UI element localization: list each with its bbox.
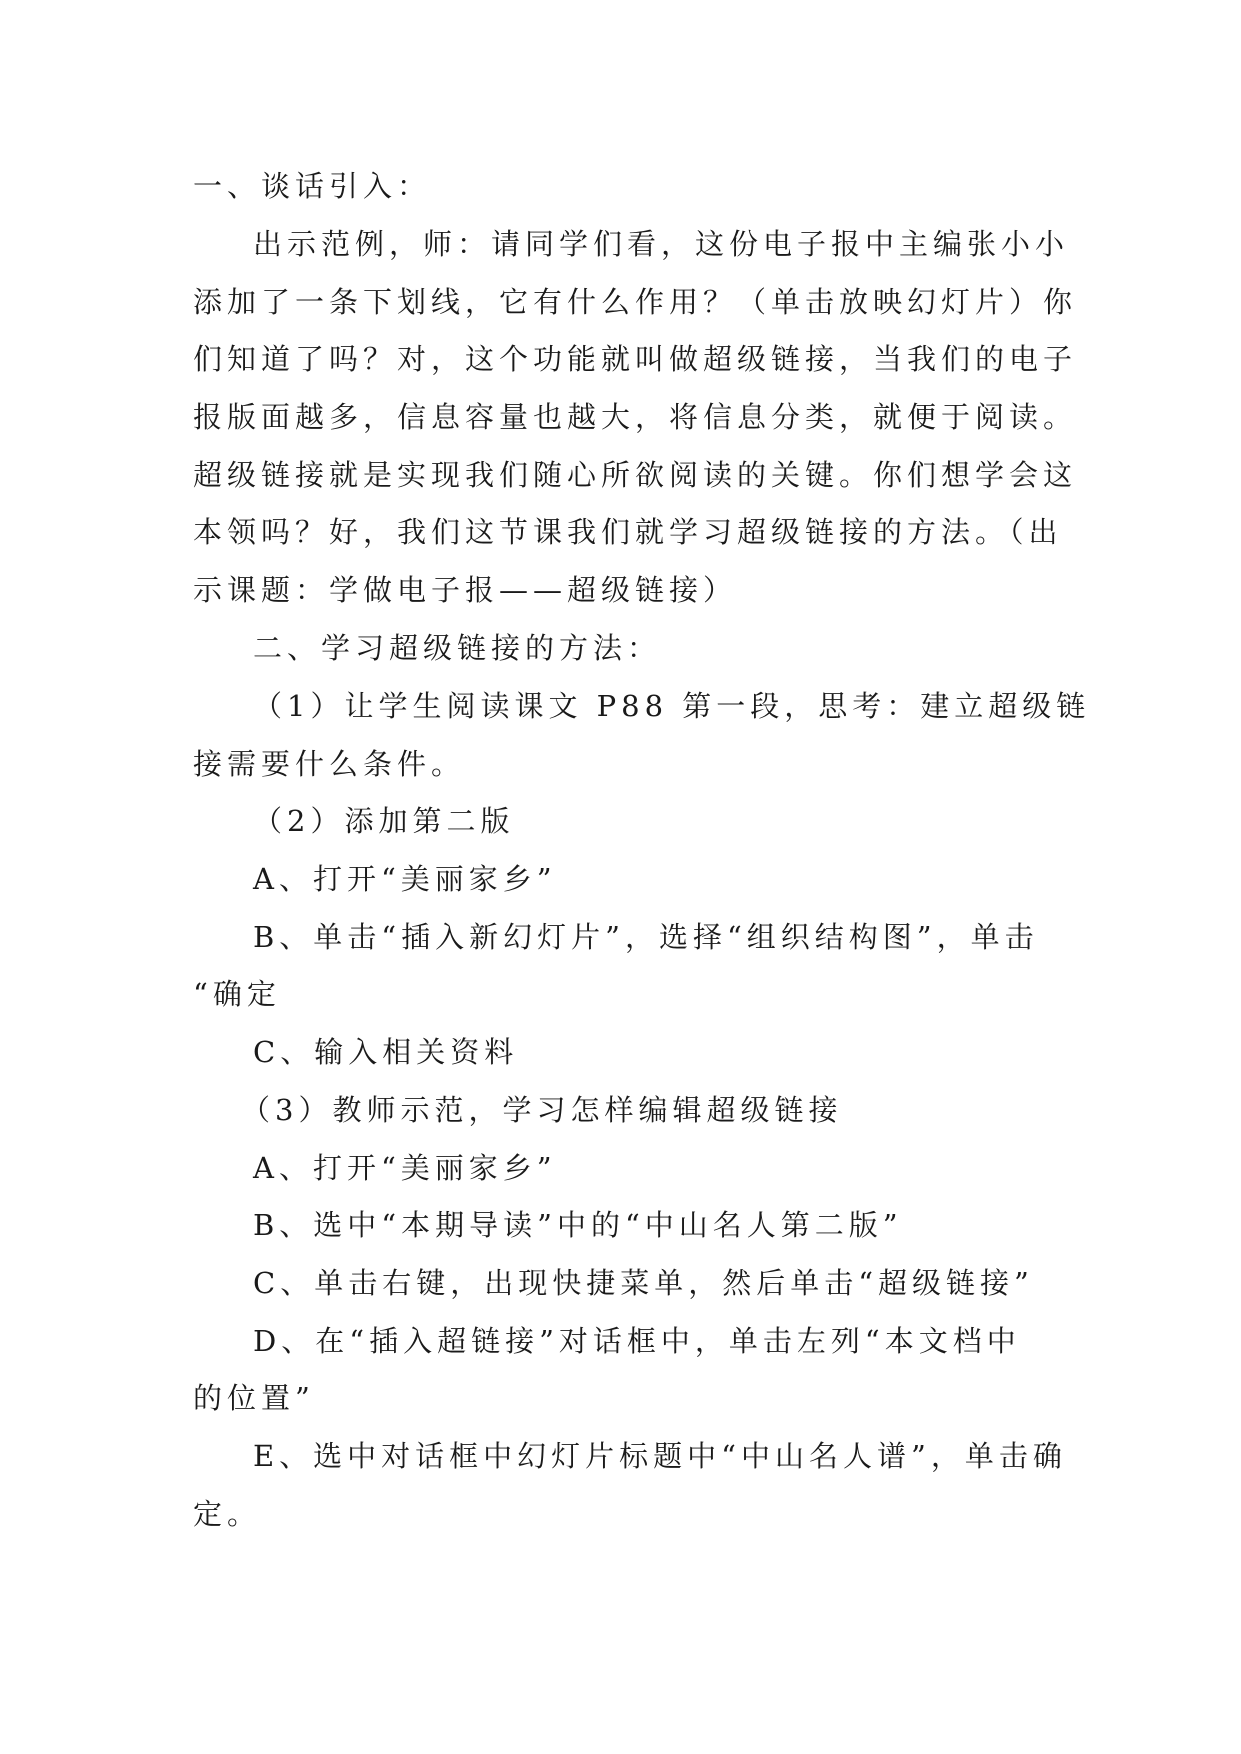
section-heading-2: 二、学习超级链接的方法： [253, 631, 662, 665]
paragraph-line: （1）让学生阅读课文 P88 第一段，思考：建立超级链 [253, 689, 1091, 723]
step-heading: （3）教师示范，学习怎样编辑超级链接 [241, 1093, 843, 1127]
step-line: A、打开“美丽家乡” [253, 862, 557, 896]
step-line: C、输入相关资料 [253, 1035, 519, 1069]
paragraph-line: 示课题：学做电子报——超级链接） [193, 573, 738, 607]
paragraph-line: 添加了一条下划线，它有什么作用？（单击放映幻灯片）你 [193, 285, 1078, 319]
paragraph-line: 出示范例，师：请同学们看，这份电子报中主编张小小 [253, 227, 1070, 261]
step-line: B、选中“本期导读”中的“中山名人第二版” [253, 1208, 903, 1242]
paragraph-line: 接需要什么条件。 [193, 747, 466, 781]
paragraph-line: 报版面越多，信息容量也越大，将信息分类，就便于阅读。 [193, 400, 1078, 434]
section-heading-1: 一、谈话引入： [193, 169, 432, 203]
step-line: 的位置” [193, 1381, 315, 1415]
step-line: B、单击“插入新幻灯片”，选择“组织结构图”，单击 [253, 920, 1039, 954]
step-line: A、打开“美丽家乡” [253, 1151, 557, 1185]
paragraph-line: 们知道了吗？对，这个功能就叫做超级链接，当我们的电子 [193, 342, 1078, 376]
step-line: E、选中对话框中幻灯片标题中“中山名人谱”，单击确 [253, 1439, 1067, 1473]
step-line: 定。 [193, 1497, 262, 1531]
paragraph-line: 超级链接就是实现我们随心所欲阅读的关键。你们想学会这 [193, 458, 1078, 492]
step-line: C、单击右键，出现快捷菜单，然后单击“超级链接” [253, 1266, 1034, 1300]
step-line: D、在“插入超链接”对话框中，单击左列“本文档中 [253, 1324, 1021, 1358]
paragraph-line: 本领吗？好，我们这节课我们就学习超级链接的方法。（出 [193, 515, 1063, 549]
step-heading: （2）添加第二版 [253, 804, 515, 838]
step-line: “确定 [193, 977, 281, 1011]
